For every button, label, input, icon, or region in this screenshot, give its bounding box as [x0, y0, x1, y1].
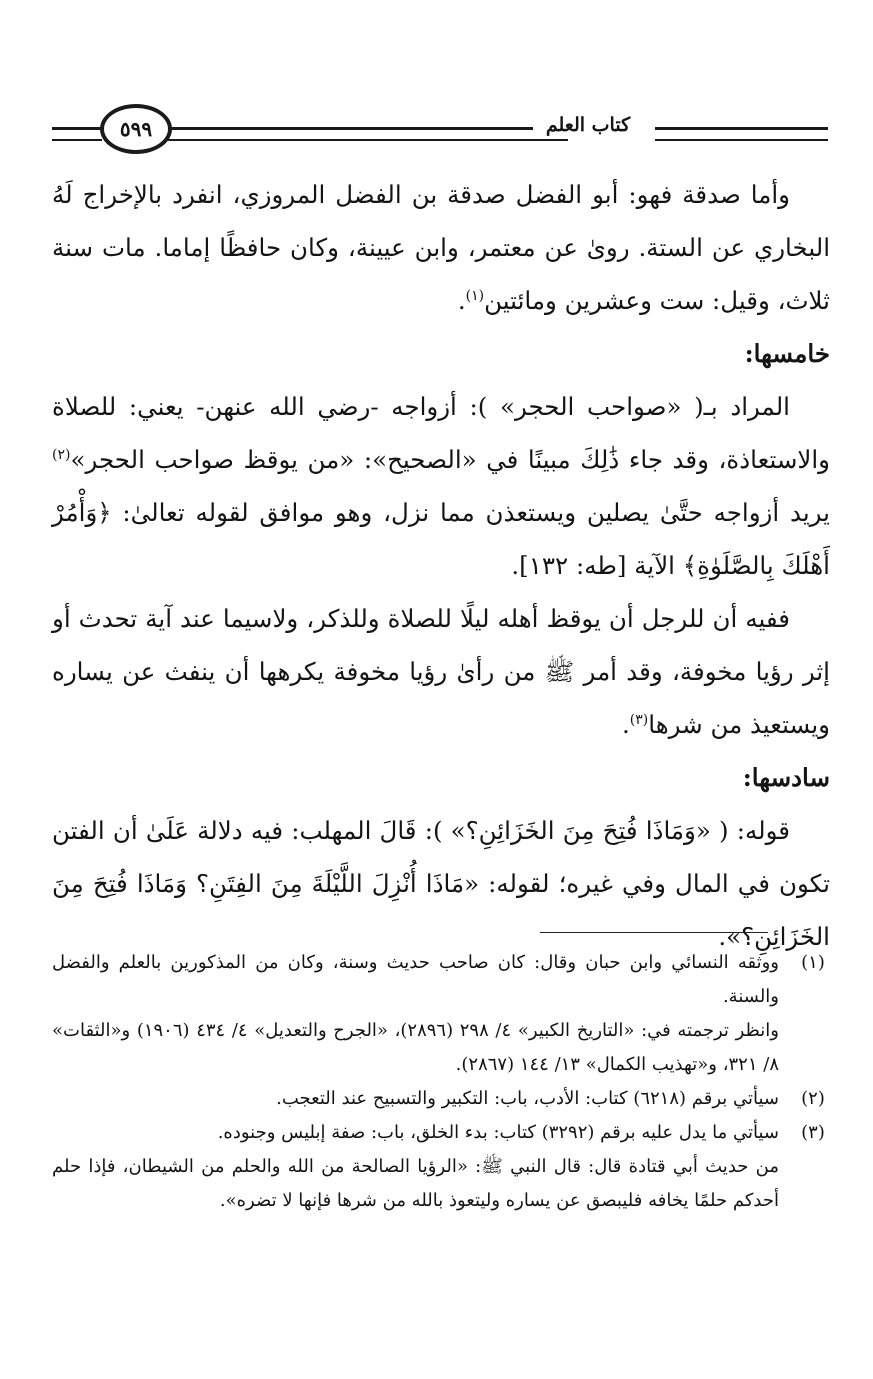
footnote-ref[interactable]: (٣) — [629, 711, 649, 728]
footnote-number: (١) — [801, 952, 825, 973]
footnote-3 — [52, 1116, 837, 1218]
section-heading-fifth: خامسها: — [744, 339, 830, 368]
paragraph-text: المراد بـ( «صواحب الحجر» ): أزواجه -رضي الله عنهن- يعني: للصلاة والاستعاذة، وقد جاء ذَٰلِكَ مبينًا في «الصحيح»: «من يوقظ صواحب الحجر» — [52, 392, 830, 474]
footnote-ref[interactable]: (٢) — [52, 446, 71, 463]
footnote-number: (٣) — [801, 1122, 825, 1143]
paragraph-sawahib — [52, 380, 830, 592]
paragraph-khazain: قوله: ( «وَمَاذَا فُتِحَ مِنَ الخَزَائِنِ؟» ): قَالَ المهلب: فيه دلالة عَلَىٰ أن الفتن تكون في المال وفي غيره؛ لقوله: «مَاذَا أُنْزِلَ اللَّيْلَةَ مِنَ الفِتَنِ؟ وَمَاذَا فُتِحَ مِنَ الخَزَائِنِ؟». — [52, 816, 830, 951]
page-header — [40, 100, 828, 160]
footnote-text: ووثقه النسائي وابن حبان وقال: كان صاحب حديث وسنة، وكان من المذكورين بالعلم والفضل والسنة. — [52, 952, 779, 1007]
footnote-text: سيأتي برقم (٦٢١٨) كتاب: الأدب، باب: التكبير والتسبيح عند التعجب. — [276, 1088, 779, 1109]
paragraph-text: ففيه أن للرجل أن يوقظ أهله ليلًا للصلاة وللذكر، ولاسيما عند آية تحدث أو إثر رؤيا مخوفة، وقد أمر ﷺ من رأىٰ رؤيا مخوفة يكرهها أن ينفث عن يساره ويستعيذ من شرها — [52, 604, 830, 739]
book-title: كتاب العلم — [533, 114, 643, 136]
page-number: ٥٩٩ — [119, 117, 153, 141]
paragraph-waking — [52, 592, 830, 751]
page-number-badge — [100, 104, 172, 154]
footnote-text: سيأتي ما يدل عليه برقم (٣٢٩٢) كتاب: بدء الخلق، باب: صفة إبليس وجنوده. — [217, 1122, 779, 1143]
header-rule-right — [655, 127, 828, 141]
header-rule-left — [52, 127, 102, 141]
paragraph-sadaqa — [52, 168, 830, 327]
paragraph-text: وأما صدقة فهو: أبو الفضل صدقة بن الفضل المروزي، انفرد بالإخراج لَهُ البخاري عن الستة. روىٰ عن معتمر، وابن عيينة، وكان حافظًا إماما. مات سنة ثلاث، وقيل: ست وعشرين ومائتين — [52, 180, 830, 315]
footnote-text: وانظر ترجمته في: «التاريخ الكبير» ٤/ ٢٩٨ (٢٨٩٦)، «الجرح والتعديل» ٤/ ٤٣٤ (١٩٠٦) و«الثقات» ٨/ ٣٢١، و«تهذيب الكمال» ١٣/ ١٤٤ (٢٨٦٧). — [52, 1020, 779, 1075]
footnote-text: من حديث أبي قتادة قال: قال النبي ﷺ: «الرؤيا الصالحة من الله والحلم من الشيطان، فإذا حلم أحدكم حلمًا يخافه فليبصق عن يساره وليتعوذ بالله من شرها فإنها لا تضره». — [52, 1156, 779, 1211]
header-rule-middle — [168, 127, 568, 141]
footnote-number: (٢) — [801, 1088, 825, 1109]
footnote-1 — [52, 946, 837, 1082]
main-text — [52, 168, 830, 963]
footnotes — [52, 946, 837, 1218]
footnote-separator — [540, 932, 768, 933]
section-heading-sixth: سادسها: — [742, 763, 830, 792]
paragraph-text: يريد أزواجه حتَّىٰ يصلين ويستعذن مما نزل، وهو موافق لقوله تعالىٰ: ﴿وَأْمُرْ أَهْلَكَ بِالصَّلَوٰةِ﴾ الآية [طه: ١٣٢]. — [52, 498, 830, 580]
footnote-2 — [52, 1082, 837, 1116]
footnote-ref[interactable]: (١) — [465, 287, 485, 304]
punctuation: . — [457, 286, 466, 315]
punctuation: . — [621, 710, 630, 739]
